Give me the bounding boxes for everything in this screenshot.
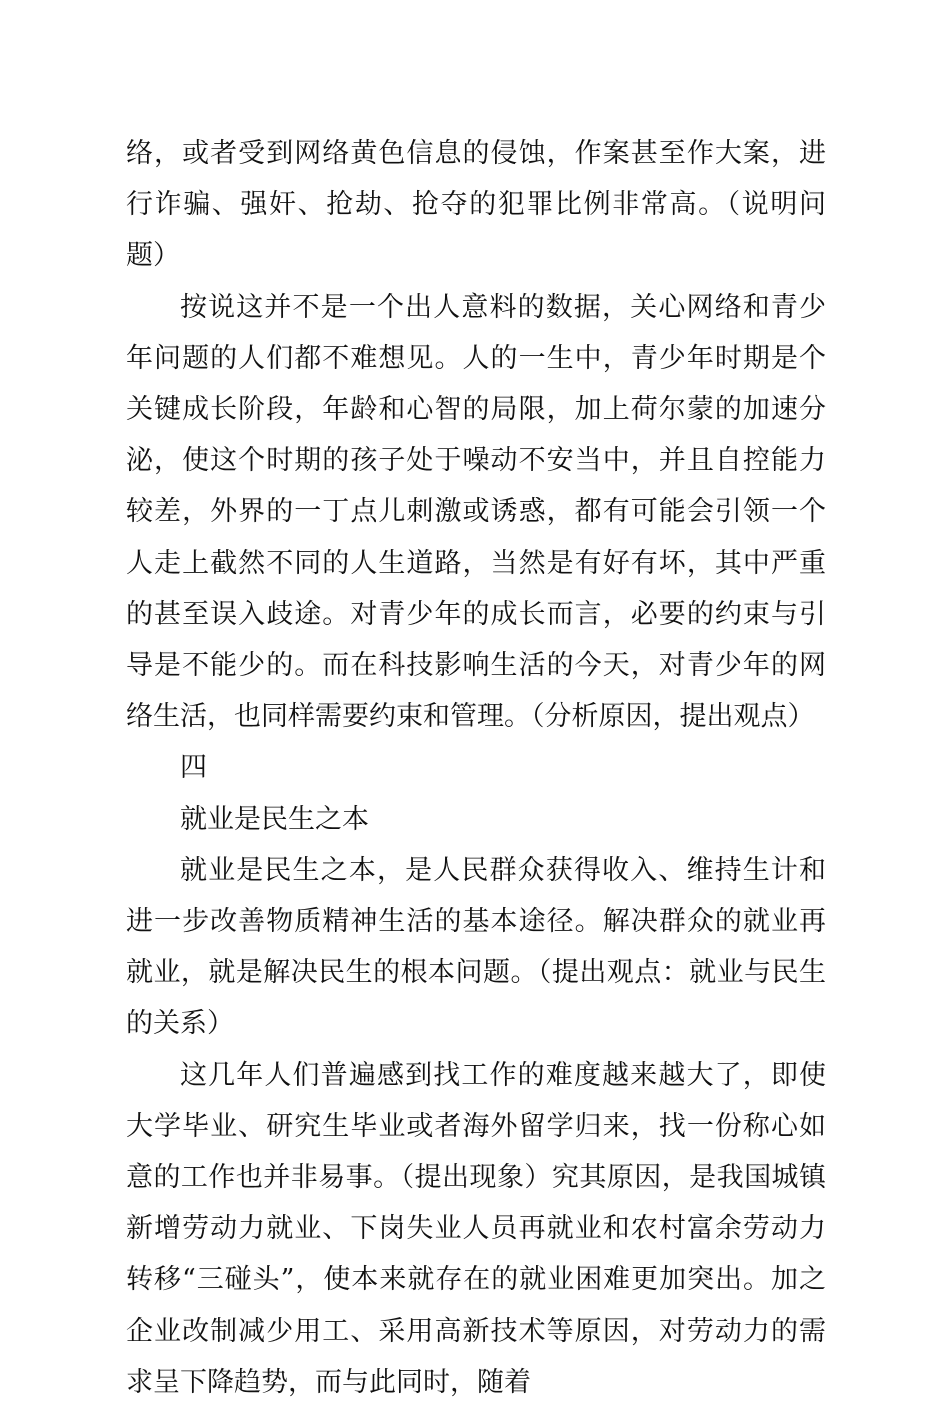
document-body <box>126 128 826 1408</box>
section-heading: 就业是民生之本 <box>180 803 369 835</box>
section-number: 四 <box>180 752 207 784</box>
paragraph-employment-viewpoint: 就业是民生之本，是人民群众获得收入、维持生计和进一步改善物质精神生活的基本途径。解决群众的就业再就业，就是解决民生的根本问题。（提出观点：就业与民生的关系） <box>126 854 826 1040</box>
paragraph-employment-difficulty: 这几年人们普遍感到找工作的难度越来越大了，即使大学毕业、研究生毕业或者海外留学归来，找一份称心如意的工作也并非易事。（提出现象）究其原因，是我国城镇新增劳动力就业、下岗失业人员再就业和农村富余劳动力转移“三碰头”，使本来就存在的就业困难更加突出。加之企业改制减少用工、采用高新技术等原因，对劳动力的需求呈下降趋势，而与此同时，随着 <box>126 1059 826 1398</box>
paragraph-youth-network-analysis: 按说这并不是一个出人意料的数据，关心网络和青少年问题的人们都不难想见。人的一生中，青少年时期是个关键成长阶段，年龄和心智的局限，加上荷尔蒙的加速分泌，使这个时期的孩子处于噪动不安当中，并且自控能力较差，外界的一丁点儿刺激或诱惑，都有可能会引领一个人走上截然不同的人生道路，当然是有好有坏，其中严重的甚至误入歧途。对青少年的成长而言，必要的约束与引导是不能少的。而在科技影响生活的今天，对青少年的网络生活，也同样需要约束和管理。（分析原因，提出观点） <box>126 291 826 733</box>
paragraph-continued-crime-stats: 络，或者受到网络黄色信息的侵蚀，作案甚至作大案，进行诈骗、强奸、抢劫、抢夺的犯罪比例非常高。（说明问题） <box>126 138 826 272</box>
